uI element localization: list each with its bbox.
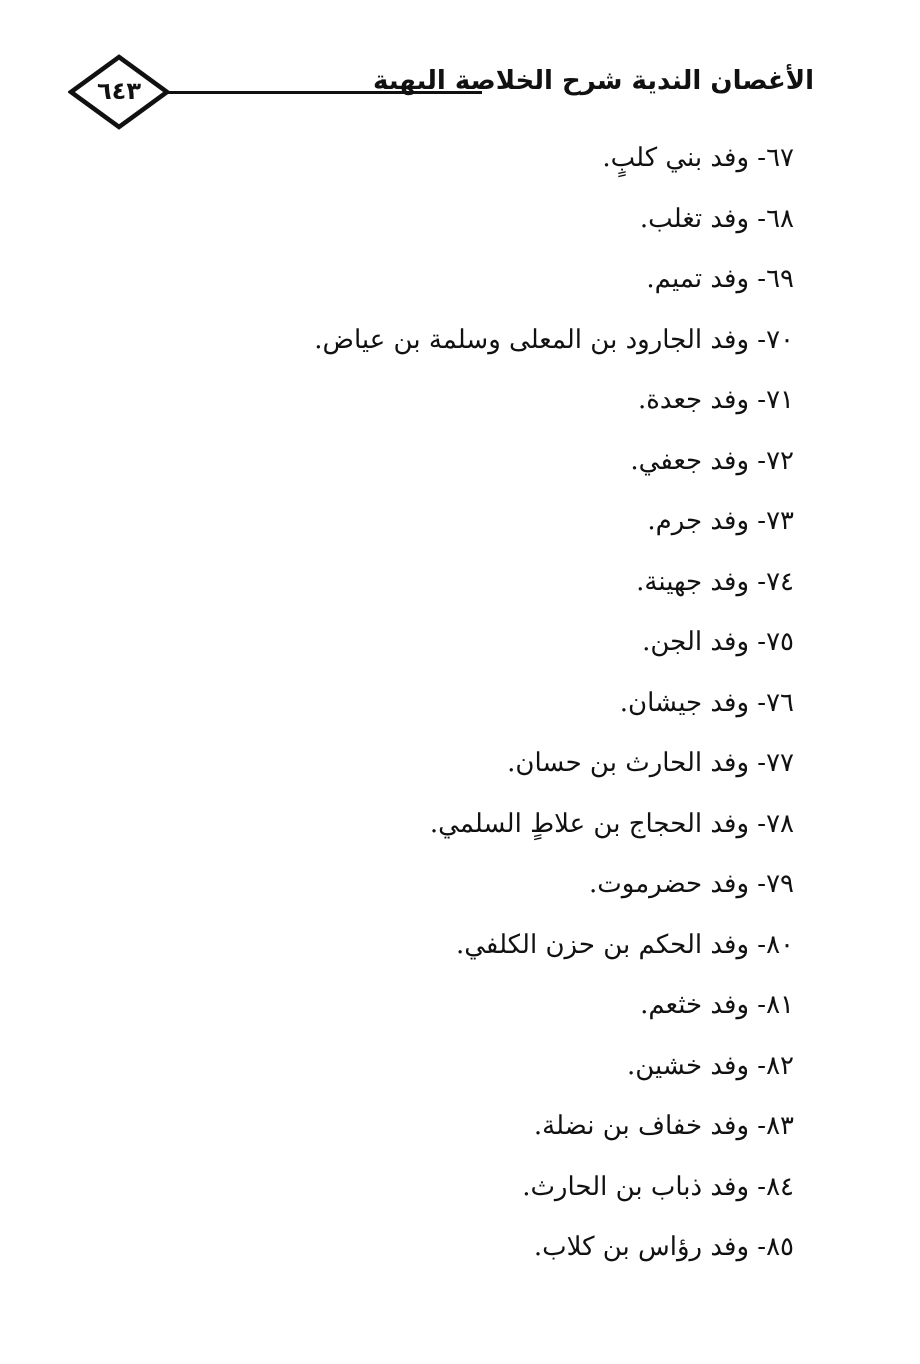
list-item: ٦٧- وفد بني كلبٍ.: [602, 143, 794, 173]
list-item: ٧٢- وفد جعفي.: [630, 445, 794, 476]
list-item: ٨٢- وفد خشين.: [626, 1050, 794, 1081]
list-item: ٦٨- وفد تغلب.: [639, 203, 794, 234]
list-item: ٦٩- وفد تميم.: [646, 264, 794, 294]
list-item: ٧٧- وفد الحارث بن حسان.: [507, 748, 794, 778]
page-header: [68, 54, 828, 134]
running-title: الأغصان الندية شرح الخلاصة البهية: [372, 66, 814, 96]
list-item: ٧٥- وفد الجن.: [642, 627, 794, 657]
list-item: ٧٩- وفد حضرموت.: [589, 869, 794, 899]
list-item: ٧٤- وفد جهينة.: [636, 566, 794, 597]
delegations-list: [174, 134, 794, 1284]
list-item: ٧١- وفد جعدة.: [637, 385, 794, 415]
list-item: ٨٠- وفد الحكم بن حزن الكلفي.: [455, 929, 794, 960]
page-number-badge: [68, 54, 170, 130]
list-item: ٧٣- وفد جرم.: [647, 506, 794, 536]
list-item: ٨٣- وفد خفاف بن نضلة.: [533, 1111, 794, 1141]
list-item: ٨٥- وفد رؤاس بن كلاب.: [533, 1232, 794, 1262]
list-item: ٧٦- وفد جيشان.: [619, 687, 794, 718]
list-item: ٨١- وفد خثعم.: [640, 990, 794, 1020]
page-number: ٦٤٣: [97, 77, 141, 105]
list-item: ٧٠- وفد الجارود بن المعلى وسلمة بن عياض.: [314, 324, 794, 355]
list-item: ٧٨- وفد الحجاج بن علاطٍ السلمي.: [429, 808, 794, 839]
list-item: ٨٤- وفد ذباب بن الحارث.: [522, 1171, 794, 1202]
